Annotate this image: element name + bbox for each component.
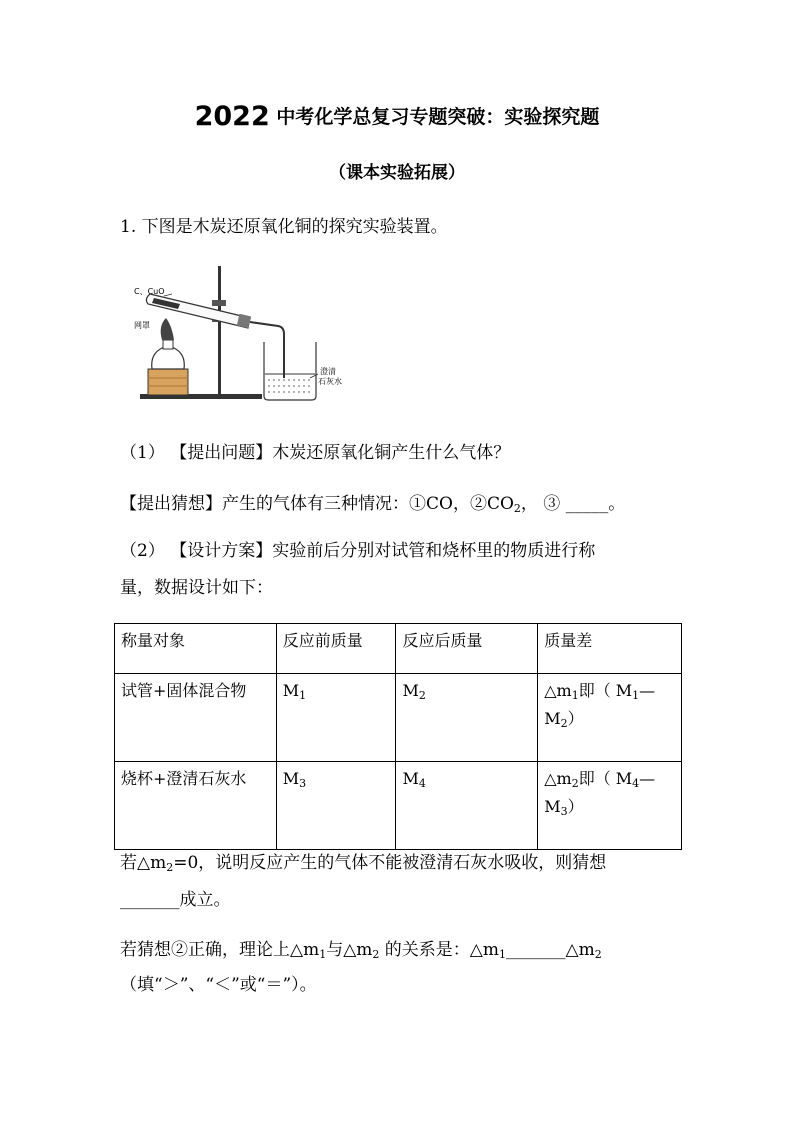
part-2-line-2: 量，数据设计如下： xyxy=(120,578,273,598)
part-1-question: （1） 【提出问题】木炭还原氧化铜产生什么气体？ xyxy=(120,443,511,463)
table-header-row xyxy=(115,624,682,674)
table-row xyxy=(115,674,682,762)
conclusion-line-2: _______成立。 xyxy=(120,890,231,910)
delivery-tube xyxy=(250,322,284,378)
table-cell-object: 烧杯+澄清石灰水 xyxy=(115,762,277,850)
stand-rod xyxy=(218,266,221,394)
table-cell-diff: $\triangle m_1$即（ $M_1—$ $M_2$） xyxy=(538,674,682,762)
experiment-apparatus-figure xyxy=(132,262,342,404)
hypothesis-suffix: ， ③ _____。 xyxy=(520,494,626,514)
label-clear: 澄清 xyxy=(320,367,336,376)
test-tube xyxy=(146,294,251,328)
table-header-cell: 质量差 xyxy=(538,624,682,674)
table-header-cell: 称量对象 xyxy=(115,624,277,674)
table-cell-after: $M_2$ xyxy=(396,674,538,762)
label-limewater: 石灰水 xyxy=(318,377,342,386)
part-1-hypothesis xyxy=(120,491,680,517)
page-subtitle: （课本实验拓展） xyxy=(329,163,465,183)
title-text: 中考化学总复习专题突破：实验探究题 xyxy=(269,106,600,128)
table-row xyxy=(115,762,682,850)
alcohol-lamp xyxy=(152,348,185,369)
table-header-cell: 反应前质量 xyxy=(276,624,396,674)
table-cell-before: $M_1$ xyxy=(276,674,396,762)
label-mesh: 网罩 xyxy=(134,321,150,330)
table-cell-after: $M_4$ xyxy=(396,762,538,850)
conclusion-line-3: 若猜想②正确，理论上$\triangle m_1$与$\triangle m_2$ 的关系是：$\triangle m_1\_\_\_\_\_\_\_\triangle m_2$ xyxy=(120,940,602,961)
table-cell-object: 试管+固体混合物 xyxy=(115,674,277,762)
hypothesis-prefix: 【提出猜想】产生的气体有三种情况：①CO，②CO xyxy=(120,494,514,514)
page-title xyxy=(0,98,794,136)
table-cell-before: $M_3$ xyxy=(276,762,396,850)
hypothesis-sub: 2 xyxy=(513,502,521,515)
weighing-data-table xyxy=(114,623,682,850)
title-year: 2022 xyxy=(194,101,270,132)
beaker xyxy=(264,342,316,400)
conclusion-line-4: （填“＞”、“＜”或“＝”）。 xyxy=(120,975,317,995)
wood-block xyxy=(148,369,188,395)
question-1-intro: 1. 下图是木炭还原氧化铜的探究实验装置。 xyxy=(120,217,448,237)
table-cell-diff: $\triangle m_2$即（ $M_4—$ $M_3$） xyxy=(538,762,682,850)
table-header-cell: 反应后质量 xyxy=(396,624,538,674)
label-c-cuo: C、CuO xyxy=(134,287,165,296)
lamp-mesh-hood xyxy=(161,318,174,340)
conclusion-line-1: 若$\triangle m_2=0$，说明反应产生的气体不能被澄清石灰水吸收，则猜想 xyxy=(120,853,607,874)
part-2-line-1: （2） 【设计方案】实验前后分别对试管和烧杯里的物质进行称 xyxy=(120,541,596,561)
